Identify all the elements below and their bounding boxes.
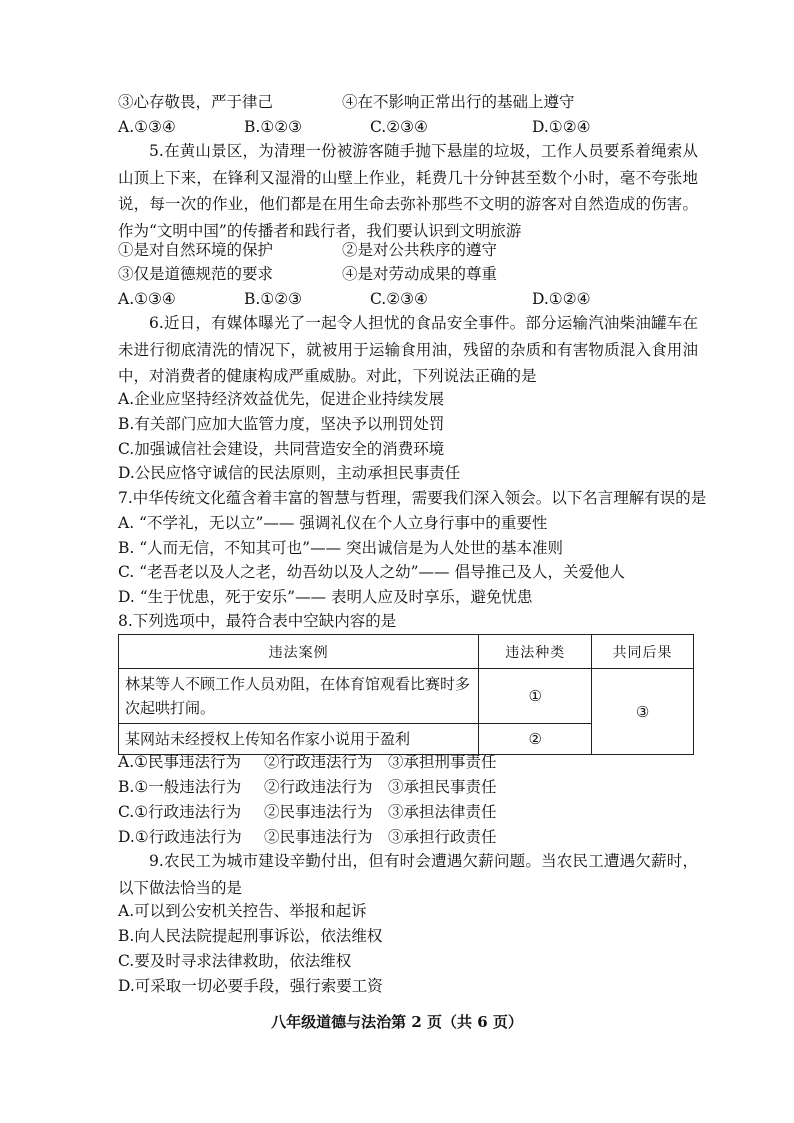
q9-choice-a: A.可以到公安机关控告、举报和起诉 <box>118 902 367 920</box>
q7-choice-b: B. “人而无信，不知其可也”—— 突出诚信是为人处世的基本准则 <box>118 539 564 557</box>
q8-choice-d-1: D.①行政违法行为 <box>118 828 242 846</box>
q7-choice-a: A. “不学礼，无以立”—— 强调礼仪在个人立身行事中的重要性 <box>118 514 548 532</box>
q5-choice-a: A.①③④ <box>118 290 176 308</box>
q4-option-3: ③心存敬畏，严于律己 <box>118 93 274 111</box>
q6-choice-d: D.公民应恪守诚信的民法原则，主动承担民事责任 <box>118 464 461 482</box>
q9-choice-b: B.向人民法院提起刑事诉讼，依法维权 <box>118 927 383 945</box>
q5-choice-b: B.①②③ <box>244 290 303 308</box>
q9-stem: 9.农民工为城市建设辛勤付出，但有时会遭遇欠薪问题。当农民工遭遇欠薪时，以下做法恰当的是 <box>118 852 698 897</box>
q6-choice-c: C.加强诚信社会建设，共同营造安全的消费环境 <box>118 440 445 458</box>
q8-choice-c-2: ②民事违法行为 <box>264 803 373 821</box>
q5-choice-d: D.①②④ <box>532 290 591 308</box>
q7-stem: 7.中华传统文化蕴含着丰富的智慧与哲理，需要我们深入领会。以下名言理解有误的是 <box>118 489 707 507</box>
q4-choice-d: D.①②④ <box>532 118 591 136</box>
table-header-case: 违法案例 <box>119 635 479 669</box>
q5-option-1: ①是对自然环境的保护 <box>118 241 274 259</box>
q6-stem: 6.近日，有媒体曝光了一起令人担忧的食品安全事件。部分运输汽油柴油罐车在未进行彻底清洗的情况下，就被用于运输食用油，残留的杂质和有害物质混入食用油中，对消费者的健康构成严重威胁。对此，下列说法正确的是 <box>118 314 698 385</box>
q8-choice-b-2: ②行政违法行为 <box>264 778 373 796</box>
q8-choice-c-1: C.①行政违法行为 <box>118 803 242 821</box>
q9-choice-d: D.可采取一切必要手段，强行索要工资 <box>118 977 383 995</box>
table-cell-case-2: 某网站未经授权上传知名作家小说用于盈利 <box>119 724 479 755</box>
q8-choice-b-3: ③承担民事责任 <box>388 778 497 796</box>
table-header-consequence: 共同后果 <box>592 635 694 669</box>
q4-choice-c: C.②③④ <box>370 118 428 136</box>
q5-stem: 5.在黄山景区，为清理一份被游客随手抛下悬崖的垃圾，工作人员要系着绳索从山顶上下来，在锋利又湿滑的山壁上作业，耗费几十分钟甚至数个小时，毫不夸张地说，每一次的作业，他们都是在用生命去弥补那些不文明的游客对自然造成的伤害。作为“文明中国”的传播者和践行者，我们要认识到文明旅游 <box>118 142 698 240</box>
q8-choice-c-3: ③承担法律责任 <box>388 803 497 821</box>
q8-choice-a-3: ③承担刑事责任 <box>388 753 497 771</box>
table-row <box>119 669 694 724</box>
table-header-row <box>119 635 694 669</box>
page-footer: 八年级道德与法治第 2 页（共 6 页） <box>271 1013 523 1031</box>
q5-option-2: ②是对公共秩序的遵守 <box>342 241 498 259</box>
q5-option-3: ③仅是道德规范的要求 <box>118 265 274 283</box>
table-cell-type-2: ② <box>479 724 592 755</box>
table-cell-type-1: ① <box>479 669 592 724</box>
table-cell-case-1: 林某等人不顾工作人员劝阻，在体育馆观看比赛时多次起哄打闹。 <box>119 669 479 724</box>
q7-choice-d: D. “生于忧患，死于安乐”—— 表明人应及时享乐，避免忧患 <box>118 588 533 606</box>
q4-choice-a: A.①③④ <box>118 118 176 136</box>
q5-option-4: ④是对劳动成果的尊重 <box>342 265 498 283</box>
q8-choice-a-1: A.①民事违法行为 <box>118 753 242 771</box>
q8-stem: 8.下列选项中，最符合表中空缺内容的是 <box>118 612 397 630</box>
q8-choice-d-3: ③承担行政责任 <box>388 828 497 846</box>
q6-choice-b: B.有关部门应加大监管力度，坚决予以刑罚处罚 <box>118 415 445 433</box>
q6-choice-a: A.企业应坚持经济效益优先，促进企业持续发展 <box>118 390 445 408</box>
q8-choice-d-2: ②民事违法行为 <box>264 828 373 846</box>
q4-option-4: ④在不影响正常出行的基础上遵守 <box>342 93 575 111</box>
q8-table <box>118 634 694 755</box>
q7-choice-c: C. “老吾老以及人之老，幼吾幼以及人之幼”—— 倡导推己及人，关爱他人 <box>118 563 625 581</box>
q9-choice-c: C.要及时寻求法律救助，依法维权 <box>118 952 352 970</box>
q8-choice-a-2: ②行政违法行为 <box>264 753 373 771</box>
q8-choice-b-1: B.①一般违法行为 <box>118 778 242 796</box>
q5-choice-c: C.②③④ <box>370 290 428 308</box>
q4-choice-b: B.①②③ <box>244 118 303 136</box>
table-cell-consequence: ③ <box>592 669 694 755</box>
table-header-type: 违法种类 <box>479 635 592 669</box>
